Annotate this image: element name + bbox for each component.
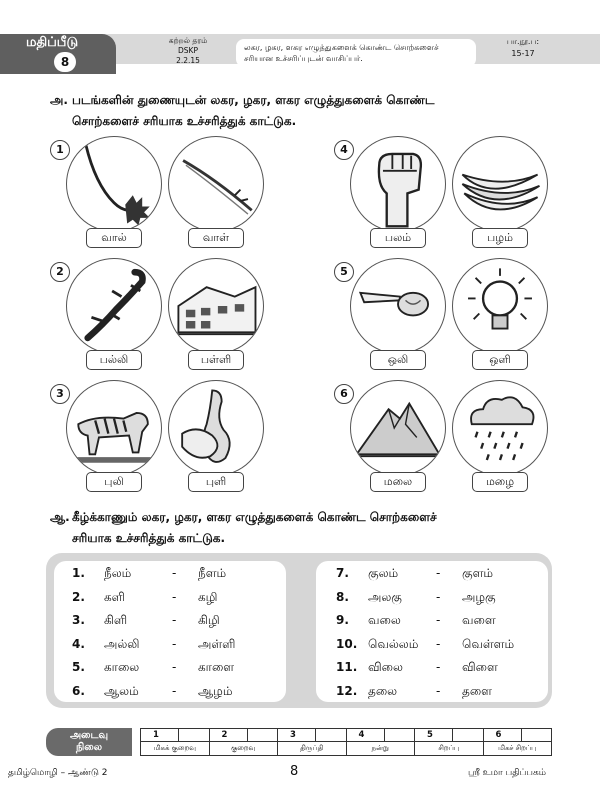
dash: -	[172, 683, 177, 698]
word-la: நீலம்	[104, 566, 132, 580]
pair-number: 3	[50, 384, 70, 404]
achievement-label-line: அடைவு	[69, 730, 109, 741]
word-la: வலை	[368, 613, 401, 627]
word-label: வால்	[86, 228, 142, 248]
word-lla: அழகு	[462, 589, 496, 604]
footer-page-number: 8	[290, 764, 299, 779]
achievement-cell[interactable]	[484, 729, 552, 755]
word-pair-row	[72, 611, 282, 629]
dash: -	[436, 636, 441, 651]
item-number: 9.	[336, 613, 349, 627]
footer-subject: தமிழ்மொழி – ஆண்டு 2	[8, 768, 108, 778]
dash: -	[172, 636, 177, 651]
word-label: பழம்	[472, 228, 528, 248]
word-label: புலி	[86, 472, 142, 492]
word-pair-row	[336, 658, 546, 676]
pair-number: 1	[50, 140, 70, 160]
section-b-marker: ஆ.	[50, 510, 70, 524]
word-lla: அள்ளி	[198, 636, 236, 651]
word-la: கிளி	[104, 613, 128, 627]
standard-caption: கற்றல் தரம்	[168, 36, 208, 45]
dash: -	[436, 589, 441, 604]
pair-number: 5	[334, 262, 354, 282]
word-pair-row	[72, 564, 282, 582]
item-number: 8.	[336, 589, 349, 604]
achievement-cell[interactable]	[141, 729, 210, 755]
word-label: பள்ளி	[188, 350, 244, 370]
section-a-instruction	[50, 90, 570, 132]
word-pair-row	[72, 658, 282, 676]
dash: -	[172, 613, 177, 627]
word-lla: தளை	[462, 683, 492, 698]
instruction-line: கீழ்க்காணும் லகர, ழகர, ளகர எழுத்துகளைக் கொண்ட சொற்களைச்	[72, 510, 437, 524]
learning-standard	[148, 36, 228, 66]
word-la: அலகு	[368, 589, 402, 604]
item-number: 1.	[72, 566, 85, 580]
pair-number: 4	[334, 140, 354, 160]
tail-icon	[66, 136, 162, 232]
level-number: 3	[278, 729, 346, 742]
sword-icon	[168, 136, 264, 232]
item-number: 2.	[72, 589, 85, 604]
pair-number: 6	[334, 384, 354, 404]
level-text: குறைவு	[231, 744, 256, 752]
word-pair-row	[336, 588, 546, 606]
word-pair-row	[336, 682, 546, 700]
item-number: 4.	[72, 636, 85, 651]
standard-description	[236, 39, 476, 67]
word-la: அல்லி	[104, 636, 140, 651]
instruction-line: சொற்களைச் சரியாக உச்சரித்துக் காட்டுக.	[72, 114, 297, 128]
description-line: லகர, ழகர, ளகர எழுத்துகளைக் கொண்ட சொற்களைச்	[244, 43, 439, 52]
item-number: 3.	[72, 613, 85, 627]
word-la: களி	[104, 589, 125, 604]
assessment-title: மதிப்பீடு	[26, 35, 79, 50]
achievement-cell[interactable]	[347, 729, 416, 755]
word-pair-row	[336, 564, 546, 582]
word-la: ஆலம்	[104, 683, 139, 698]
word-label: வாள்	[188, 228, 244, 248]
word-label: புளி	[188, 472, 244, 492]
section-b-instruction	[50, 507, 570, 549]
lizard-icon	[66, 258, 162, 354]
word-la: காலை	[104, 660, 140, 674]
word-label: மழை	[472, 472, 528, 492]
level-text: மிகக் குறைவு	[153, 744, 196, 752]
school-icon	[168, 258, 264, 354]
instruction-line: படங்களின் துணையுடன் லகர, ழகர, ளகர எழுத்துகளைக் கொண்ட	[72, 93, 435, 107]
word-label: மலை	[370, 472, 426, 492]
section-a-marker: அ.	[50, 93, 68, 107]
dash: -	[172, 660, 177, 674]
word-label: ஒளி	[472, 350, 528, 370]
description-line: சரியான உச்சரிப்புடன் வாசிப்பர்.	[244, 54, 363, 63]
item-number: 5.	[72, 660, 85, 674]
item-number: 6.	[72, 683, 85, 698]
tiger-icon	[66, 380, 162, 476]
word-label: ஒலி	[370, 350, 426, 370]
level-text: மிகச் சிறப்பு	[498, 744, 537, 752]
word-pair-row	[336, 611, 546, 629]
fist-icon	[350, 136, 446, 232]
level-number: 4	[347, 729, 415, 742]
word-pair-row	[336, 635, 546, 653]
tamarind-icon	[168, 380, 264, 476]
banana-icon	[452, 136, 548, 232]
word-lla: ஆழம்	[198, 683, 233, 698]
word-label: பல்லி	[86, 350, 142, 370]
word-pair-row	[72, 635, 282, 653]
standard-number: 2.2.15	[176, 56, 200, 65]
instruction-line: சரியாக உச்சரித்துக் காட்டுக.	[72, 531, 226, 545]
achievement-cell[interactable]	[415, 729, 484, 755]
achievement-scale	[140, 728, 552, 756]
achievement-cell[interactable]	[278, 729, 347, 755]
achievement-label-line: நிலை	[75, 742, 103, 753]
word-la: குலம்	[368, 566, 399, 580]
word-pair-row	[72, 682, 282, 700]
footer-publisher: ஸ்ரீ உமா பதிப்பகம்	[468, 768, 547, 778]
item-number: 10.	[336, 636, 358, 651]
bulb-icon	[452, 258, 548, 354]
word-lla: வெள்ளம்	[462, 636, 515, 651]
level-text: சிறப்பு	[438, 744, 460, 752]
level-text: நன்று	[371, 744, 389, 752]
item-number: 7.	[336, 566, 349, 580]
mountain-icon	[350, 380, 446, 476]
level-number: 6	[484, 729, 552, 742]
word-la: தலை	[368, 683, 398, 698]
word-lla: காளை	[198, 660, 235, 674]
word-la: விலை	[368, 660, 403, 674]
level-number: 5	[415, 729, 483, 742]
standard-code: DSKP	[178, 46, 198, 55]
word-lla: குளம்	[462, 566, 494, 580]
page-ref-value: 15-17	[511, 49, 535, 58]
level-number: 2	[210, 729, 278, 742]
item-number: 12.	[336, 683, 358, 698]
textbook-page-ref	[488, 36, 558, 60]
level-text: திருப்தி	[300, 744, 324, 752]
page-ref-label: பா.நூ.ப:	[506, 37, 540, 46]
word-label: பலம்	[370, 228, 426, 248]
dash: -	[436, 566, 441, 580]
word-lla: கழி	[198, 589, 218, 604]
word-lla: நீளம்	[198, 566, 227, 580]
item-number: 11.	[336, 660, 358, 674]
achievement-level-label	[46, 728, 132, 756]
dash: -	[436, 660, 441, 674]
horn-icon	[350, 258, 446, 354]
word-pair-row	[72, 588, 282, 606]
achievement-cell[interactable]	[210, 729, 279, 755]
dash: -	[436, 613, 441, 627]
dash: -	[172, 566, 177, 580]
word-lla: வளை	[462, 613, 496, 627]
assessment-number: 8	[54, 52, 76, 72]
word-lla: விளை	[462, 660, 498, 674]
word-la: வெல்லம்	[368, 636, 419, 651]
pair-number: 2	[50, 262, 70, 282]
dash: -	[436, 683, 441, 698]
level-number: 1	[141, 729, 209, 742]
word-lla: கிழி	[198, 613, 220, 627]
dash: -	[172, 589, 177, 604]
rain-cloud-icon	[452, 380, 548, 476]
